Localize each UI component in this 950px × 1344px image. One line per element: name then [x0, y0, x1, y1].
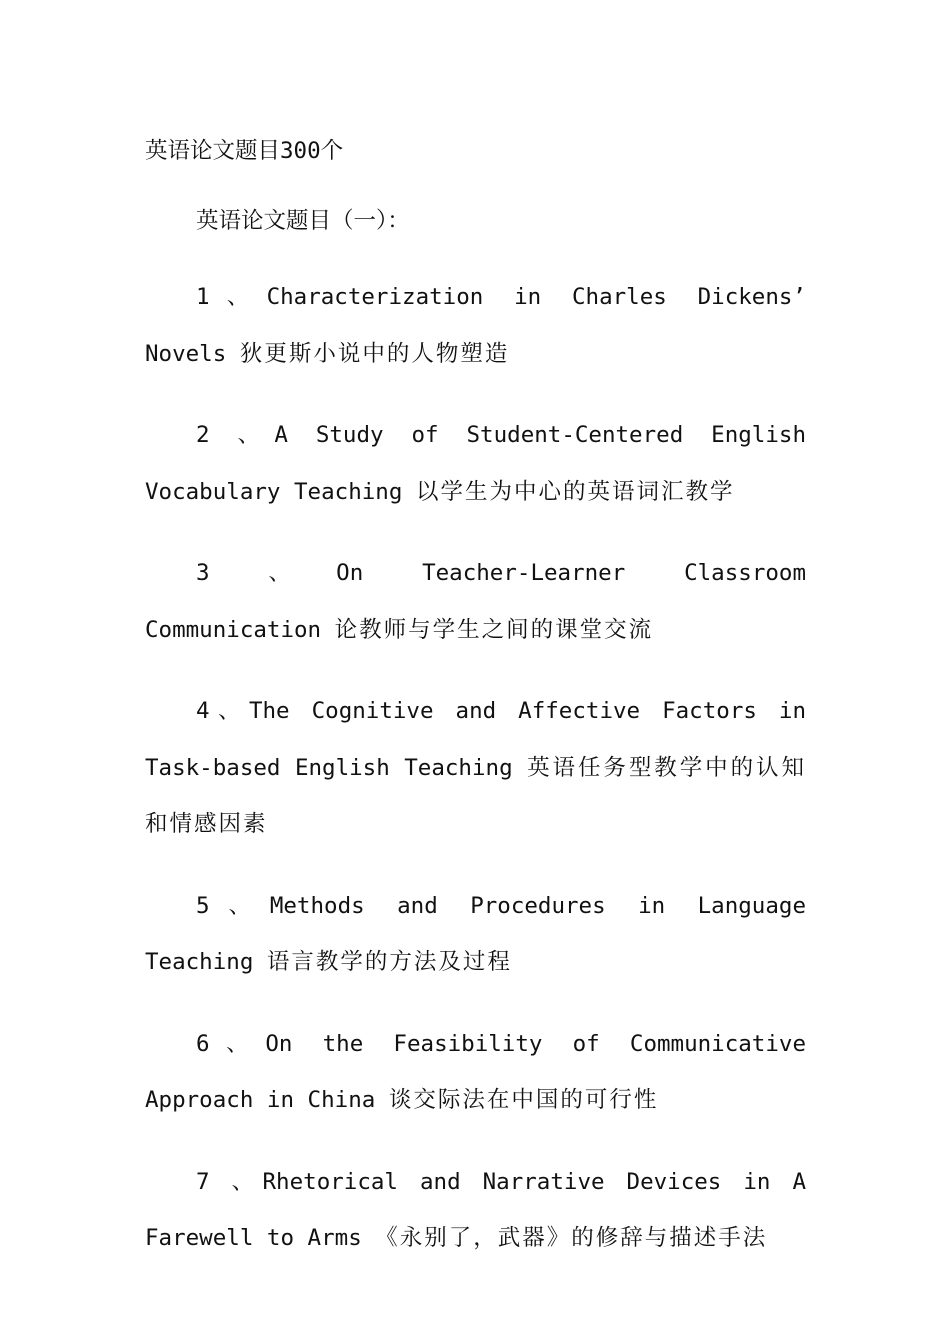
item-number: 7 、 — [196, 1168, 263, 1195]
item-number: 6、 — [196, 1030, 266, 1057]
item-title-en: Characterization in Charles Dickens’ Novels — [145, 284, 806, 367]
thesis-topic-list — [145, 269, 806, 1267]
item-title-zh: 以学生为中心的英语词汇教学 — [415, 478, 735, 505]
item-number: 5、 — [196, 892, 270, 919]
item-number: 1、 — [196, 284, 267, 310]
list-item — [145, 878, 806, 991]
item-title-en: Rhetorical and Narrative Devices in A Farewell to Arms — [145, 1168, 806, 1251]
item-title-zh: 《永别了，武器》的修辞与描述手法 — [375, 1225, 768, 1251]
item-title-en: The Cognitive and Affective Factors in Task-based English Teaching — [145, 698, 806, 781]
item-number: 2 、 — [196, 422, 275, 448]
list-item — [145, 269, 806, 382]
item-number: 3 、 — [196, 560, 337, 586]
item-title-en: Methods and Procedures in Language Teaching — [145, 892, 806, 975]
page-title: 英语论文题目300个 — [145, 138, 344, 164]
item-title-zh: 谈交际法在中国的可行性 — [388, 1087, 659, 1113]
item-title-en: A Study of Student-Centered English Vocabulary Teaching — [145, 422, 806, 505]
item-title-zh: 论教师与学生之间的课堂交流 — [334, 616, 654, 643]
item-number: 4、 — [196, 698, 249, 724]
list-item — [145, 545, 806, 658]
item-title-en: On the Feasibility of Communicative Approach in China — [145, 1030, 806, 1113]
section-heading: 英语论文题目（一）： — [196, 208, 410, 234]
list-item — [145, 1154, 806, 1267]
item-title-zh: 狄更斯小说中的人物塑造 — [239, 340, 510, 367]
item-title-en: On Teacher-Learner Classroom Communication — [145, 560, 807, 643]
list-item — [145, 407, 806, 520]
list-item — [145, 1016, 806, 1129]
document-page — [145, 128, 806, 1267]
item-title-zh: 语言教学的方法及过程 — [266, 949, 512, 975]
list-item — [145, 683, 806, 853]
item-title-zh: 英语任务型教学中的认知和情感因素 — [145, 754, 806, 837]
